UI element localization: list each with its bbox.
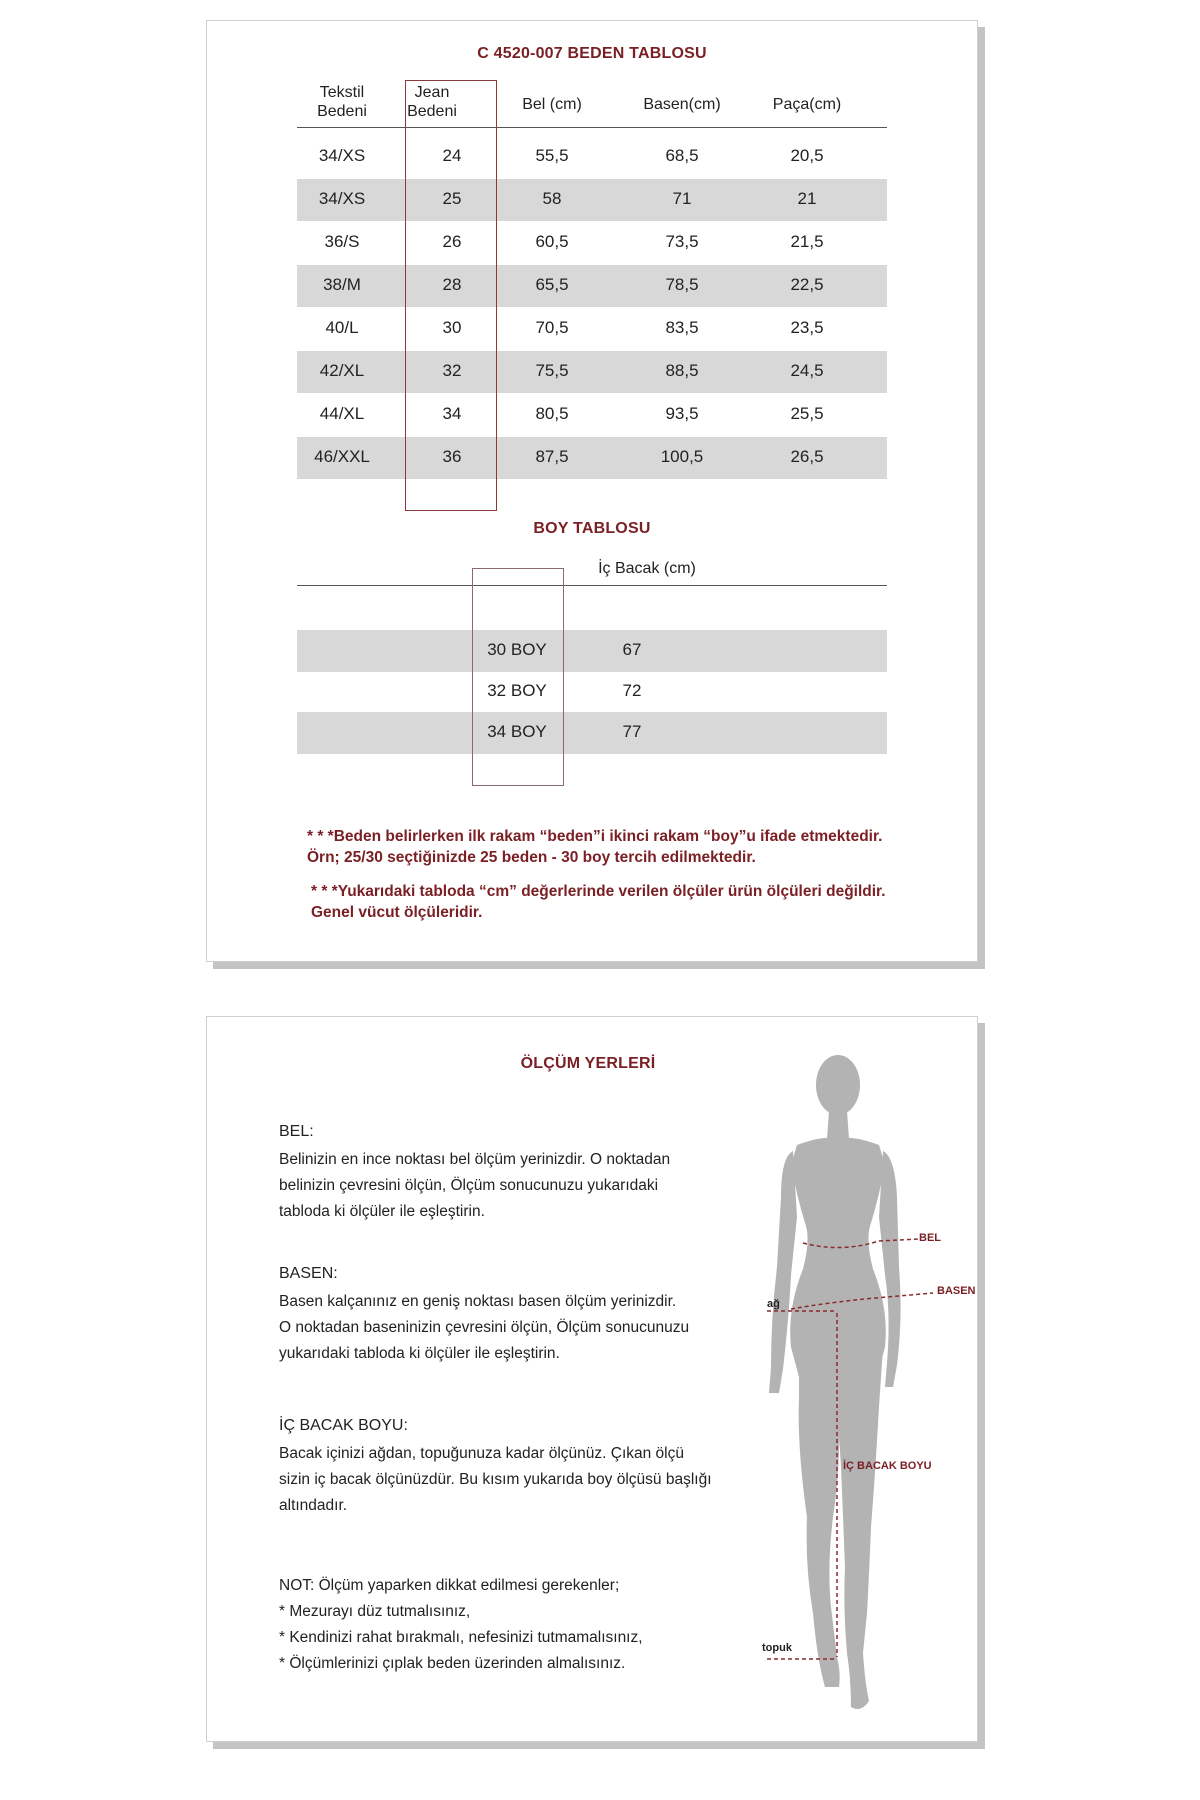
bel-heading: BEL: bbox=[279, 1123, 314, 1140]
ic-bacak-line3: altındadır. bbox=[279, 1497, 348, 1514]
cell-jean: 34 bbox=[442, 404, 462, 423]
note1-line1: * * *Beden belirlerken ilk rakam “beden”i ikinci rakam “boy”u ifade etmektedir. bbox=[307, 828, 883, 845]
note1-line2: Örn; 25/30 seçtiğinizde 25 beden - 30 boy tercih edilmektedir. bbox=[307, 849, 756, 866]
header-basen: Basen(cm) bbox=[643, 96, 721, 113]
cell-bel: 80,5 bbox=[535, 404, 569, 423]
cell-jean: 36 bbox=[442, 447, 462, 466]
cell-jean: 24 bbox=[442, 146, 462, 165]
cell-paca: 25,5 bbox=[790, 404, 824, 423]
cell-ic-bacak: 77 bbox=[622, 722, 642, 741]
cell-boy: 34 BOY bbox=[487, 722, 547, 741]
cell-jean: 32 bbox=[442, 361, 462, 380]
header-tekstil-line1: Tekstil bbox=[319, 84, 365, 101]
cell-basen: 73,5 bbox=[665, 232, 699, 251]
size-chart-card bbox=[206, 20, 978, 962]
cell-tekstil: 46/XXL bbox=[314, 447, 370, 466]
measurement-card bbox=[206, 1016, 978, 1742]
header-ic-bacak: İç Bacak (cm) bbox=[598, 560, 696, 577]
cell-paca: 26,5 bbox=[790, 447, 824, 466]
cell-tekstil: 42/XL bbox=[319, 361, 365, 380]
header-jean-line2: Bedeni bbox=[407, 103, 457, 120]
silhouette-torso bbox=[790, 1137, 886, 1377]
note-beden-boy bbox=[307, 826, 882, 868]
cell-paca: 24,5 bbox=[790, 361, 824, 380]
cell-basen: 83,5 bbox=[665, 318, 699, 337]
cell-bel: 55,5 bbox=[535, 146, 569, 165]
cell-jean: 28 bbox=[442, 275, 462, 294]
cell-paca: 20,5 bbox=[790, 146, 824, 165]
cell-jean: 30 bbox=[442, 318, 462, 337]
silhouette-shape bbox=[769, 1055, 901, 1709]
bel-line1: Belinizin en ince noktası bel ölçüm yerinizdir. O noktadan bbox=[279, 1151, 671, 1168]
cell-tekstil: 44/XL bbox=[319, 404, 365, 423]
cell-bel: 60,5 bbox=[535, 232, 569, 251]
not-line4: * Ölçümlerinizi çıplak beden üzerinden almalısınız. bbox=[279, 1655, 626, 1672]
bel-line2: belinizin çevresini ölçün, Ölçüm sonucunuzu yukarıdaki bbox=[279, 1177, 659, 1194]
boy-column-highlight bbox=[472, 568, 564, 786]
basen-line2: O noktadan baseninizin çevresini ölçün, Ölçüm sonucunuzu bbox=[279, 1319, 690, 1336]
cell-tekstil: 38/M bbox=[323, 275, 361, 294]
fig-label-ag: ağ bbox=[767, 1298, 780, 1310]
not-line3: * Kendinizi rahat bırakmalı, nefesinizi tutmamalısınız, bbox=[279, 1629, 643, 1646]
fig-label-basen: BASEN bbox=[937, 1285, 976, 1297]
cell-basen: 88,5 bbox=[665, 361, 699, 380]
ic-bacak-text bbox=[279, 1441, 712, 1519]
cell-boy: 30 BOY bbox=[487, 640, 547, 659]
fig-label-bel: BEL bbox=[919, 1232, 941, 1244]
cell-ic-bacak: 72 bbox=[622, 681, 642, 700]
cell-basen: 100,5 bbox=[660, 447, 704, 466]
fig-label-topuk: topuk bbox=[762, 1642, 792, 1654]
cell-tekstil: 34/XS bbox=[318, 146, 366, 165]
body-silhouette-figure bbox=[747, 1047, 947, 1727]
header-paca: Paça(cm) bbox=[772, 96, 842, 113]
cell-paca: 21 bbox=[797, 189, 817, 208]
cell-bel: 65,5 bbox=[535, 275, 569, 294]
bel-text bbox=[279, 1147, 670, 1225]
table-header-divider bbox=[297, 127, 887, 128]
fig-label-ic-bacak: İÇ BACAK BOYU bbox=[843, 1460, 932, 1472]
cell-basen: 93,5 bbox=[665, 404, 699, 423]
ic-bacak-line2: sizin iç bacak ölçünüzdür. Bu kısım yukarıda boy ölçüsü başlığı bbox=[279, 1471, 712, 1488]
cell-ic-bacak: 67 bbox=[622, 640, 642, 659]
bel-line3: tabloda ki ölçüler ile eşleştirin. bbox=[279, 1203, 485, 1220]
cell-boy: 32 BOY bbox=[487, 681, 547, 700]
note2-line1: * * *Yukarıdaki tabloda “cm” değerlerinde verilen ölçüler ürün ölçüleri değildir. bbox=[311, 883, 886, 900]
silhouette-neck bbox=[827, 1111, 849, 1139]
silhouette-right-leg bbox=[835, 1347, 883, 1709]
note-cm-values bbox=[311, 881, 886, 923]
not-text bbox=[279, 1573, 643, 1677]
cell-jean: 25 bbox=[442, 189, 462, 208]
ic-bacak-heading: İÇ BACAK BOYU: bbox=[279, 1417, 408, 1434]
jean-column-highlight bbox=[405, 80, 497, 511]
cell-basen: 71 bbox=[672, 189, 692, 208]
header-jean-line1: Jean bbox=[414, 84, 450, 101]
cell-tekstil: 36/S bbox=[324, 232, 360, 251]
size-table-title: C 4520-007 BEDEN TABLOSU bbox=[477, 45, 707, 62]
cell-paca: 23,5 bbox=[790, 318, 824, 337]
cell-tekstil: 34/XS bbox=[318, 189, 366, 208]
basen-line3: yukarıdaki tabloda ki ölçüler ile eşleştirin. bbox=[279, 1345, 560, 1362]
cell-bel: 70,5 bbox=[535, 318, 569, 337]
measurement-title: ÖLÇÜM YERLERİ bbox=[520, 1055, 656, 1072]
silhouette-left-arm bbox=[769, 1151, 797, 1393]
not-line2: * Mezurayı düz tutmalısınız, bbox=[279, 1603, 471, 1620]
cell-bel: 75,5 bbox=[535, 361, 569, 380]
cell-bel: 87,5 bbox=[535, 447, 569, 466]
boy-header-divider bbox=[297, 585, 887, 586]
header-tekstil bbox=[292, 83, 392, 121]
cell-jean: 26 bbox=[442, 232, 462, 251]
basen-heading: BASEN: bbox=[279, 1265, 338, 1282]
silhouette-head bbox=[816, 1055, 860, 1115]
boy-table-title: BOY TABLOSU bbox=[533, 520, 651, 537]
cell-basen: 78,5 bbox=[665, 275, 699, 294]
cell-paca: 21,5 bbox=[790, 232, 824, 251]
cell-bel: 58 bbox=[542, 189, 562, 208]
ic-bacak-line1: Bacak içinizi ağdan, topuğunuza kadar ölçünüz. Çıkan ölçü bbox=[279, 1445, 684, 1462]
basen-text bbox=[279, 1289, 689, 1367]
cell-basen: 68,5 bbox=[665, 146, 699, 165]
cell-paca: 22,5 bbox=[790, 275, 824, 294]
basen-line1: Basen kalçanınız en geniş noktası basen ölçüm yerinizdir. bbox=[279, 1293, 677, 1310]
note2-line2: Genel vücut ölçüleridir. bbox=[311, 904, 483, 921]
cell-tekstil: 40/L bbox=[325, 318, 359, 337]
header-tekstil-line2: Bedeni bbox=[317, 103, 367, 120]
header-bel: Bel (cm) bbox=[522, 96, 582, 113]
not-line1: NOT: Ölçüm yaparken dikkat edilmesi gerekenler; bbox=[279, 1577, 620, 1594]
silhouette-left-leg bbox=[799, 1347, 840, 1687]
